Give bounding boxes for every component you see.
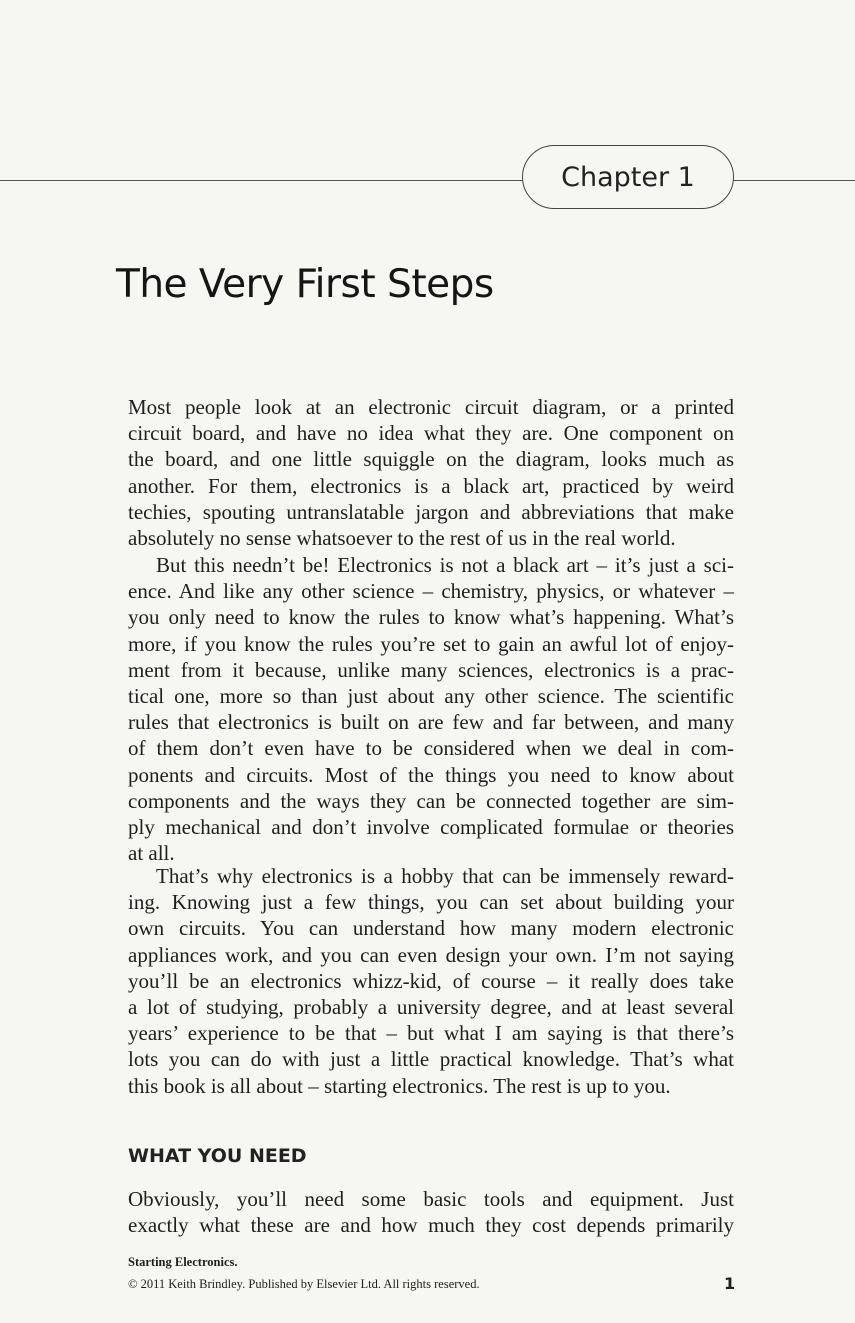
- chapter-label: Chapter 1: [522, 145, 734, 209]
- page-number: 1: [724, 1274, 736, 1293]
- text-line: you only need to know the rules to know what’s happening. What’s: [128, 605, 734, 630]
- chapter-title: The Very First Steps: [116, 262, 494, 307]
- text-line: But this needn’t be! Electronics is not a black art – it’s just a sci-: [156, 553, 734, 577]
- text-line: you’ll be an electronics whizz-kid, of course – it really does take: [128, 968, 734, 993]
- text-line: of them don’t even have to be considered when we deal in com-: [128, 736, 734, 761]
- text-line: components and the ways they can be connected together are sim-: [128, 788, 734, 813]
- text-line: own circuits. You can understand how many modern electronic: [128, 916, 734, 941]
- chapter-rule-left: [0, 180, 523, 181]
- text-line: a lot of studying, probably a university degree, and at least several: [128, 994, 734, 1019]
- text-line: ponents and circuits. Most of the things you need to know about: [128, 762, 734, 787]
- text-line: That’s why electronics is a hobby that can be immensely reward-: [156, 864, 734, 888]
- text-line: the board, and one little squiggle on the diagram, looks much as: [128, 447, 734, 472]
- text-line: exactly what these are and how much they cost depends primarily: [128, 1213, 734, 1238]
- text-line: appliances work, and you can even design your own. I’m not saying: [128, 942, 734, 967]
- text-line: Most people look at an electronic circuit diagram, or a printed: [128, 395, 734, 419]
- paragraph: [128, 1186, 734, 1238]
- text-line: lots you can do with just a little practical knowledge. That’s what: [128, 1047, 734, 1072]
- text-line: tical one, more so than just about any other science. The scientific: [128, 683, 734, 708]
- text-line: Obviously, you’ll need some basic tools and equipment. Just: [128, 1187, 734, 1211]
- text-line: ing. Knowing just a few things, you can set about building your: [128, 890, 734, 915]
- text-line: ply mechanical and don’t involve complicated formulae or theories: [128, 814, 734, 839]
- text-line: circuit board, and have no idea what they are. One component on: [128, 421, 734, 446]
- text-line: at all.: [128, 841, 175, 866]
- footer-book-title: Starting Electronics.: [128, 1255, 238, 1269]
- text-line: this book is all about – starting electronics. The rest is up to you.: [128, 1073, 671, 1098]
- text-line: another. For them, electronics is a black art, practiced by weird: [128, 473, 734, 498]
- section-heading: WHAT YOU NEED: [128, 1145, 307, 1167]
- paragraph: [128, 863, 734, 1099]
- text-line: ence. And like any other science – chemistry, physics, or whatever –: [128, 579, 734, 604]
- text-line: techies, spouting untranslatable jargon and abbreviations that make: [128, 499, 734, 524]
- paragraph: [128, 552, 734, 866]
- footer-copyright: © 2011 Keith Brindley. Published by Elsevier Ltd. All rights reserved.: [128, 1277, 480, 1291]
- text-line: more, if you know the rules you’re set to gain an awful lot of enjoy-: [128, 631, 734, 656]
- paragraph: [128, 394, 734, 551]
- text-line: ment from it because, unlike many sciences, electronics is a prac-: [128, 657, 734, 682]
- chapter-rule-right: [733, 180, 855, 181]
- text-line: years’ experience to be that – but what I am saying is that there’s: [128, 1021, 734, 1046]
- text-line: rules that electronics is built on are few and far between, and many: [128, 710, 734, 735]
- text-line: absolutely no sense whatsoever to the rest of us in the real world.: [128, 525, 676, 550]
